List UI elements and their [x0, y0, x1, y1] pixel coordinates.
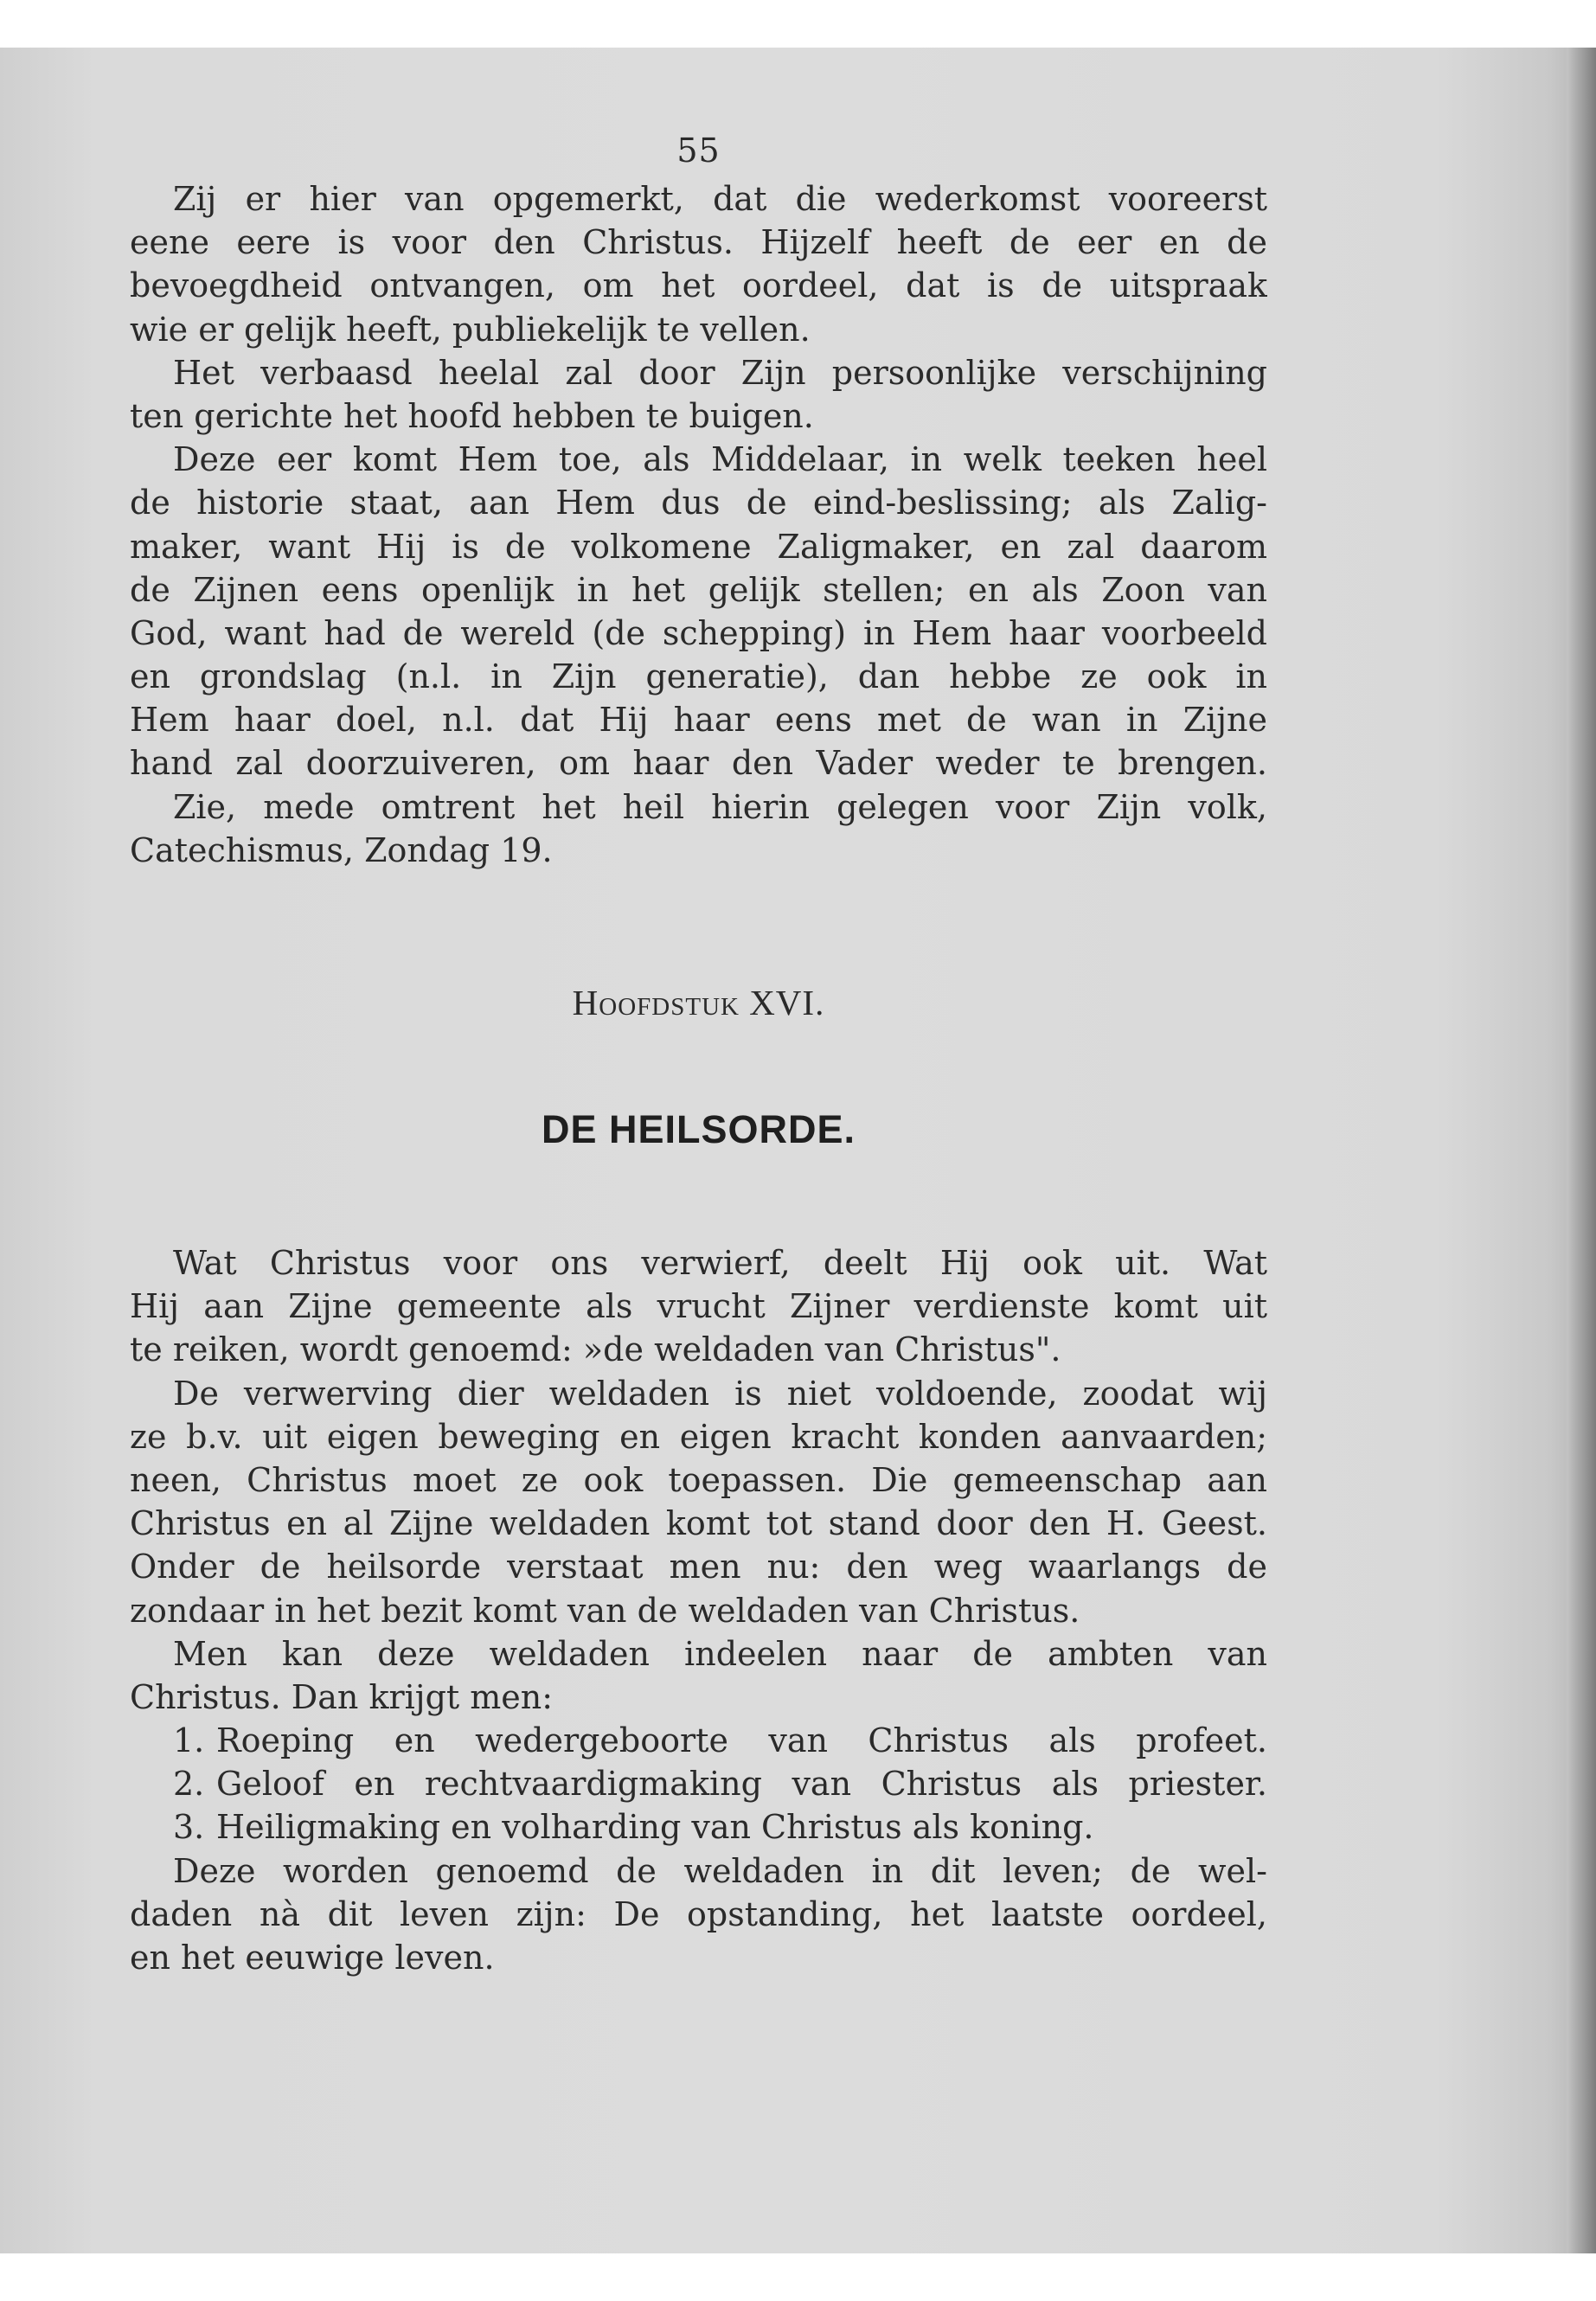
text-line: Zie, mede omtrent het heil hierin gelegen voor Zijn volk,: [173, 787, 1267, 826]
page-edge-shadow: [1567, 48, 1596, 2253]
text-line: Catechismus, Zondag 19.: [130, 830, 553, 869]
paragraph-heilsorde: [130, 1241, 1267, 1979]
text-line: ten gerichte het hoofd hebben te buigen.: [130, 396, 814, 435]
text-line: bevoegdheid ontvangen, om het oordeel, dat is de uitspraak: [130, 266, 1267, 305]
list-text: Geloof en rechtvaardigmaking van Christus als priester.: [216, 1765, 1267, 1804]
scanned-page: [0, 48, 1596, 2253]
chapter-label: Hoofdstuk: [572, 983, 740, 1022]
list-text: Roeping en wedergeboorte van Christus als profeet.: [216, 1721, 1267, 1760]
text-line: Onder de heilsorde verstaat men nu: den weg waarlangs de: [130, 1548, 1267, 1586]
text-line: God, want had de wereld (de schepping) in Hem haar voorbeeld: [130, 613, 1267, 652]
text-line: Christus. Dan krijgt men:: [130, 1677, 554, 1716]
text-line: en grondslag (n.l. in Zijn generatie), dan hebbe ze ook in: [130, 657, 1267, 696]
list-item: [130, 1762, 1267, 1805]
list-text: Heiligmaking en volharding van Christus als koning.: [216, 1808, 1094, 1847]
text-line: ze b.v. uit eigen beweging en eigen kracht konden aanvaarden;: [130, 1417, 1267, 1456]
text-line: maker, want Hij is de volkomene Zaligmaker, en zal daarom: [130, 527, 1267, 566]
section-title: DE HEILSORDE.: [541, 1107, 856, 1151]
text-line: eene eere is voor den Christus. Hijzelf heeft de eer en de: [130, 223, 1267, 262]
text-line: Hij aan Zijne gemeente als vrucht Zijner verdienste komt uit: [130, 1287, 1267, 1326]
list-number: 3.: [173, 1808, 205, 1847]
text-line: Hem haar doel, n.l. dat Hij haar eens met de wan in Zijne: [130, 701, 1267, 740]
chapter-heading: [130, 982, 1267, 1023]
text-line: Zij er hier van opgemerkt, dat die wederkomst vooreerst: [173, 180, 1267, 218]
list-number: 2.: [173, 1765, 205, 1804]
text-line: daden nà dit leven zijn: De opstanding, het laatste oordeel,: [130, 1894, 1267, 1933]
list-item: [130, 1719, 1267, 1762]
chapter-number: XVI.: [749, 983, 825, 1022]
text-line: De verwerving dier weldaden is niet voldoende, zoodat wij: [173, 1374, 1267, 1413]
text-line: te reiken, wordt genoemd: »de weldaden van Christus".: [130, 1330, 1061, 1369]
text-line: Deze eer komt Hem toe, als Middelaar, in welk teeken heel: [173, 440, 1267, 479]
text-line: Men kan deze weldaden indeelen naar de ambten van: [173, 1634, 1267, 1673]
text-line: Christus en al Zijne weldaden komt tot stand door den H. Geest.: [130, 1504, 1267, 1543]
text-line: Wat Christus voor ons verwierf, deelt Hij ook uit. Wat: [173, 1244, 1267, 1282]
text-line: wie er gelijk heeft, publiekelijk te vellen.: [130, 310, 811, 349]
page-number: 55: [676, 131, 721, 170]
text-line: Deze worden genoemd de weldaden in dit leven; de wel-: [173, 1851, 1267, 1890]
text-line: de Zijnen eens openlijk in het gelijk stellen; en als Zoon van: [130, 570, 1267, 609]
list-number: 1.: [173, 1721, 205, 1760]
text-line: zondaar in het bezit komt van de weldaden van Christus.: [130, 1591, 1080, 1630]
paragraph-wederkomst: [130, 177, 1267, 872]
text-line: neen, Christus moet ze ook toepassen. Die gemeenschap aan: [130, 1460, 1267, 1499]
text-line: en het eeuwige leven.: [130, 1939, 495, 1977]
text-line: hand zal doorzuiveren, om haar den Vader weder te brengen.: [130, 744, 1267, 783]
text-line: Het verbaasd heelal zal door Zijn persoonlijke verschijning: [173, 353, 1267, 392]
text-line: de historie staat, aan Hem dus de eind-beslissing; als Zalig-: [130, 484, 1267, 522]
list-item: [130, 1805, 1267, 1849]
